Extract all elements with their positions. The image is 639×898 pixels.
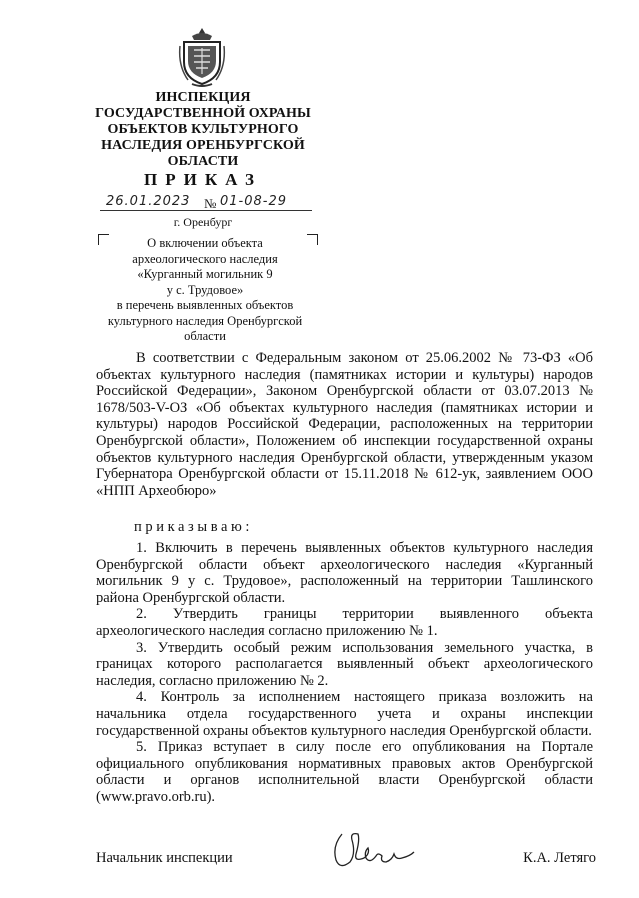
agency-line: ГОСУДАРСТВЕННОЙ ОХРАНЫ	[95, 106, 311, 121]
order-items	[96, 540, 593, 806]
preamble	[96, 350, 593, 499]
subject-line: археологического наследия	[132, 251, 278, 266]
subject-line: «Курганный могильник 9	[137, 267, 273, 281]
order-date: 26.01.2023	[106, 194, 191, 209]
city: г. Оренбург	[173, 215, 233, 229]
decree-word: приказываю:	[134, 519, 254, 535]
agency-line: ОБЛАСТИ	[167, 154, 239, 169]
agency-name	[90, 90, 316, 170]
subject-line: О включении объекта	[147, 236, 263, 250]
date-underline	[100, 210, 312, 211]
subject-line: области	[184, 329, 226, 343]
order-item: 2. Утвердить границы территории выявленного объекта археологического наследия согласно приложению № 1.	[96, 606, 593, 639]
agency-line: ОБЪЕКТОВ КУЛЬТУРНОГО	[107, 122, 299, 137]
order-subject	[100, 236, 310, 345]
order-item: 5. Приказ вступает в силу после его опубликования на Портале официального опубликования нормативных правовых актов Оренбургской области и органов исполнительной власти Оренбургской области (www.pravo.orb.ru).	[96, 739, 593, 805]
order-title: ПРИКАЗ	[144, 170, 262, 189]
coat-of-arms-icon	[178, 26, 226, 88]
subject-line: культурного наследия Оренбургской	[107, 313, 303, 328]
agency-line: ИНСПЕКЦИЯ	[155, 90, 251, 105]
order-item: 4. Контроль за исполнением настоящего приказа возложить на начальника отдела государственного учета и охраны инспекции государственной охраны объектов культурного наследия Оренбургской области.	[96, 689, 593, 739]
order-number: 01-08-29	[220, 194, 288, 209]
handwritten-signature	[328, 828, 428, 873]
subject-line: у с. Трудовое»	[166, 282, 244, 297]
subject-line: в перечень выявленных объектов	[116, 298, 294, 312]
preamble-text: В соответствии с Федеральным законом от 25.06.2002 № 73-ФЗ «Об объектах культурного наследия (памятниках истории и культуры) народов Российской Федерации», Законом Оренбургской области от 03.07.2013 № 1678/503-V-ОЗ «Об объектах культурного наследия (памятниках истории и культуры) народов Российской Федерации, расположенных на территории Оренбургской области», Положением об инспекции государственной охраны объектов культурного наследия Оренбургской области, утвержденным указом Губернатора Оренбургской области от 15.11.2018 № 612-ук, заявлением ООО «НПП Археобюро»	[96, 350, 593, 499]
date-number-line	[100, 194, 312, 214]
order-item: 1. Включить в перечень выявленных объектов культурного наследия Оренбургской области объект археологического наследия «Курганный могильник 9 у с. Трудовое», расположенный на территории Ташлинского района Оренбургской области.	[96, 540, 593, 606]
number-label: №	[204, 196, 217, 211]
order-item: 3. Утвердить особый режим использования земельного участка, в границах которого располагается выявленный объект археологического наследия, согласно приложению № 2.	[96, 639, 593, 689]
signer-position: Начальник инспекции	[96, 850, 233, 866]
signer-name: К.А. Летяго	[523, 850, 596, 866]
agency-line: НАСЛЕДИЯ ОРЕНБУРГСКОЙ	[101, 138, 305, 153]
signature-block	[96, 850, 596, 880]
